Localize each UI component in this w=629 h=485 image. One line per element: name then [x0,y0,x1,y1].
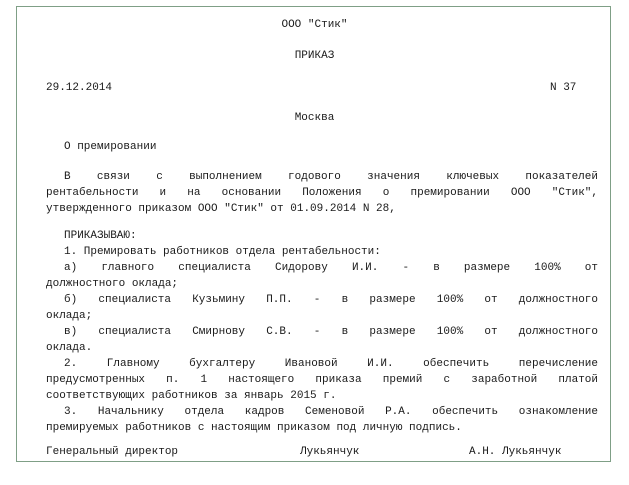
document-page [16,6,611,462]
order-item: предусмотренных п. 1 настоящего приказа премий с заработной платой [46,374,598,386]
signature-name: А.Н. Лукьянчук [469,446,562,458]
order-item: в) специалиста Смирнову С.В. - в размере 100% от должностного [64,326,598,338]
signature-position: Генеральный директор [46,446,179,458]
order-item: должностного оклада; [46,278,179,290]
document-subject: О премировании [64,141,157,153]
document-date: 29.12.2014 [46,82,113,94]
preamble-line: В связи с выполнением годового значения ключевых показателей [64,171,598,183]
order-item: премируемых работников с настоящим приказом под личную подпись. [46,422,462,434]
order-word: ПРИКАЗЫВАЮ: [64,230,137,242]
order-item: 3. Начальнику отдела кадров Семеновой Р.А. обеспечить ознакомление [64,406,598,418]
signature-sign: Лукьянчук [300,446,360,458]
preamble-line: утвержденного приказом ООО "Стик" от 01.09.2014 N 28, [46,203,396,215]
order-item: 1. Премировать работников отдела рентабельности: [64,246,381,258]
document-type: ПРИКАЗ [294,50,335,62]
order-item: 2. Главному бухгалтеру Ивановой И.И. обеспечить перечисление [64,358,598,370]
order-item: оклада. [46,342,93,354]
order-item: а) главного специалиста Сидорову И.И. - в размере 100% от [64,262,598,274]
order-item: оклада; [46,310,93,322]
document-city: Москва [294,112,335,124]
order-item: соответствующих работников за январь 2015 г. [46,390,337,402]
order-item: б) специалиста Кузьмину П.П. - в размере 100% от должностного [64,294,598,306]
preamble-line: рентабельности и на основании Положения о премировании ООО "Стик", [46,187,598,199]
company-name: ООО "Стик" [281,19,348,31]
document-number: N 37 [550,82,577,94]
